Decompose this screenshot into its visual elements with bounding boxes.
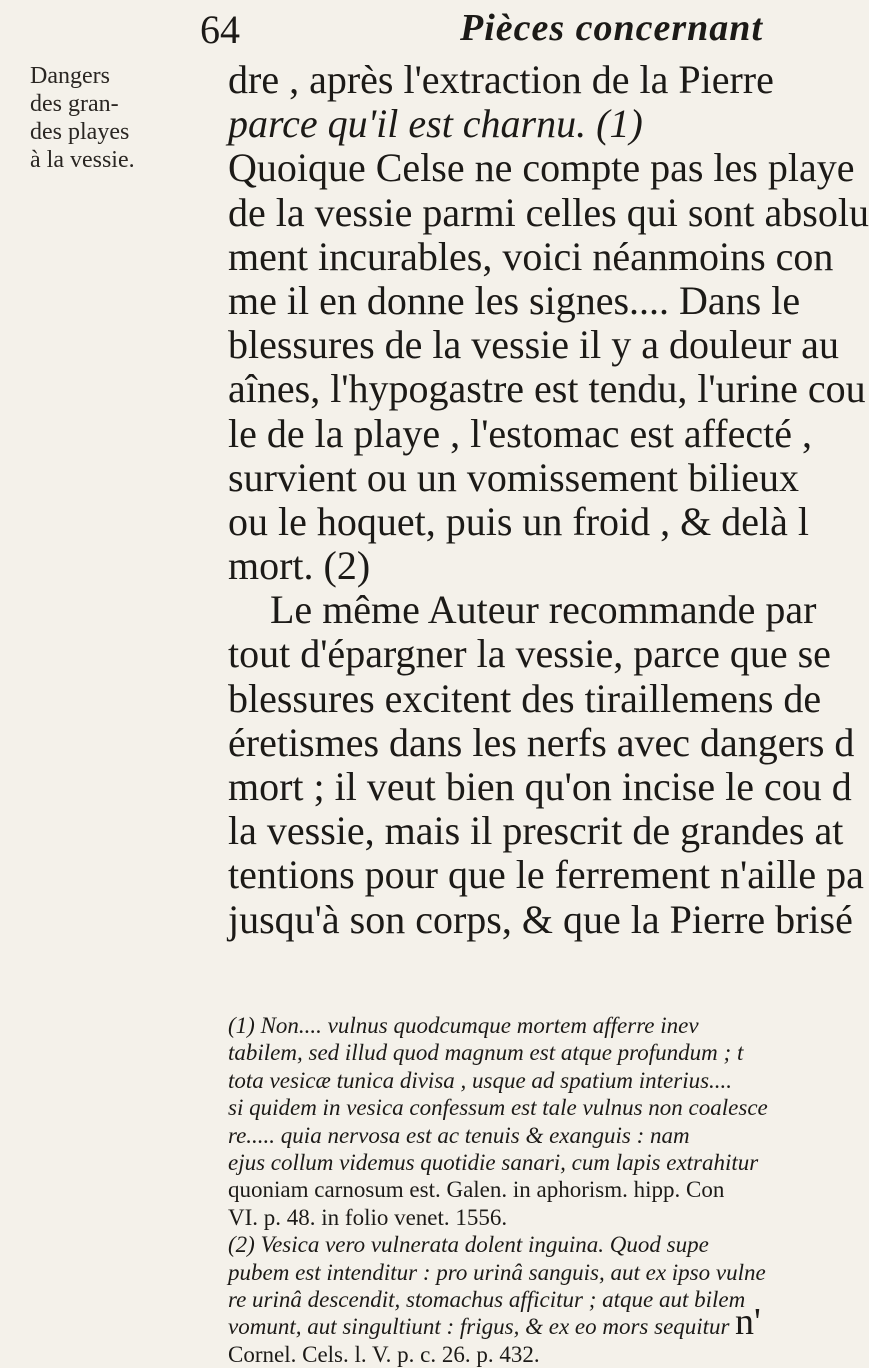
text-line: aînes, l'hypogastre est tendu, l'urine cou xyxy=(228,366,866,412)
footnote-line: (1) Non.... vulnus quodcumque mortem afferre inev xyxy=(228,1013,699,1038)
margin-note-line: des playes xyxy=(30,119,130,145)
text-line: ment incurables, voici néanmoins con xyxy=(228,233,834,279)
footnote-line: re urinâ descendit, stomachus afficitur ; atque aut bilem xyxy=(228,1286,746,1312)
footnote-line: ejus collum videmus quotidie sanari, cum lapis extrahitur xyxy=(228,1149,759,1175)
margin-note xyxy=(30,62,135,174)
footnote-line: (2) Vesica vero vulnerata dolent inguina. Quod supe xyxy=(228,1232,709,1258)
text-line: Le même Auteur recommande par xyxy=(270,587,817,633)
text-line: jusqu'à son corps, & que la Pierre brisé xyxy=(228,896,853,942)
text-line: tout d'épargner la vessie, parce que se xyxy=(228,631,831,677)
footnote-line: quoniam carnosum est. Galen. in aphorism. hipp. Con xyxy=(228,1177,725,1203)
page-header xyxy=(0,6,800,56)
margin-note-line: des gran- xyxy=(30,91,119,117)
text-line: dre , après l'extraction de la Pierre xyxy=(228,57,774,102)
margin-note-line: Dangers xyxy=(30,63,110,89)
footnote-line: tabilem, sed illud quod magnum est atque profundum ; t xyxy=(228,1040,744,1066)
main-text xyxy=(228,57,869,942)
text-line: la vessie, mais il prescrit de grandes at xyxy=(228,808,844,854)
footnote-line: tota vesicæ tunica divisa , usque ad spatium interius.... xyxy=(228,1067,733,1093)
text-line: Quoique Celse ne compte pas les playe xyxy=(228,145,855,191)
text-line: blessures de la vessie il y a douleur au xyxy=(228,322,839,368)
footnote-line: pubem est intenditur : pro urinâ sanguis, aut ex ipso vulne xyxy=(228,1259,766,1285)
text-line: éretismes dans les nerfs avec dangers d xyxy=(228,719,855,765)
text-line: le de la playe , l'estomac est affecté , xyxy=(228,410,812,456)
text-line: blessures excitent des tiraillemens de xyxy=(228,675,822,721)
footnote-line: vomunt, aut singultiunt : frigus, & ex eo mors sequitur xyxy=(228,1314,730,1340)
footnotes xyxy=(228,1012,800,1368)
running-title: Pièces concernant xyxy=(460,7,764,49)
text-line: ou le hoquet, puis un froid , & delà l xyxy=(228,498,810,544)
page-number: 64 xyxy=(200,7,240,52)
footnote-line: si quidem in vesica confessum est tale vulnus non coalesce xyxy=(228,1095,768,1121)
text-line: de la vessie parmi celles qui sont absolu xyxy=(228,189,869,235)
margin-note-line: à la vessie. xyxy=(30,147,135,173)
footnote-line: Cornel. Cels. l. V. p. c. 26. p. 432. xyxy=(228,1341,540,1367)
text-line: me il en donne les signes.... Dans le xyxy=(228,277,801,323)
footnote-line: re..... quia nervosa est ac tenuis & exanguis : nam xyxy=(228,1122,690,1148)
catchword: n' xyxy=(735,1301,761,1343)
footnote-line: VI. p. 48. in folio venet. 1556. xyxy=(228,1204,508,1230)
text-line: mort. (2) xyxy=(228,543,371,589)
text-line: survient ou un vomissement bilieux xyxy=(228,454,800,500)
text-line: tentions pour que le ferrement n'aille pa xyxy=(228,852,864,898)
text-line: mort ; il veut bien qu'on incise le cou d xyxy=(228,764,852,809)
text-line: parce qu'il est charnu. (1) xyxy=(228,101,643,147)
